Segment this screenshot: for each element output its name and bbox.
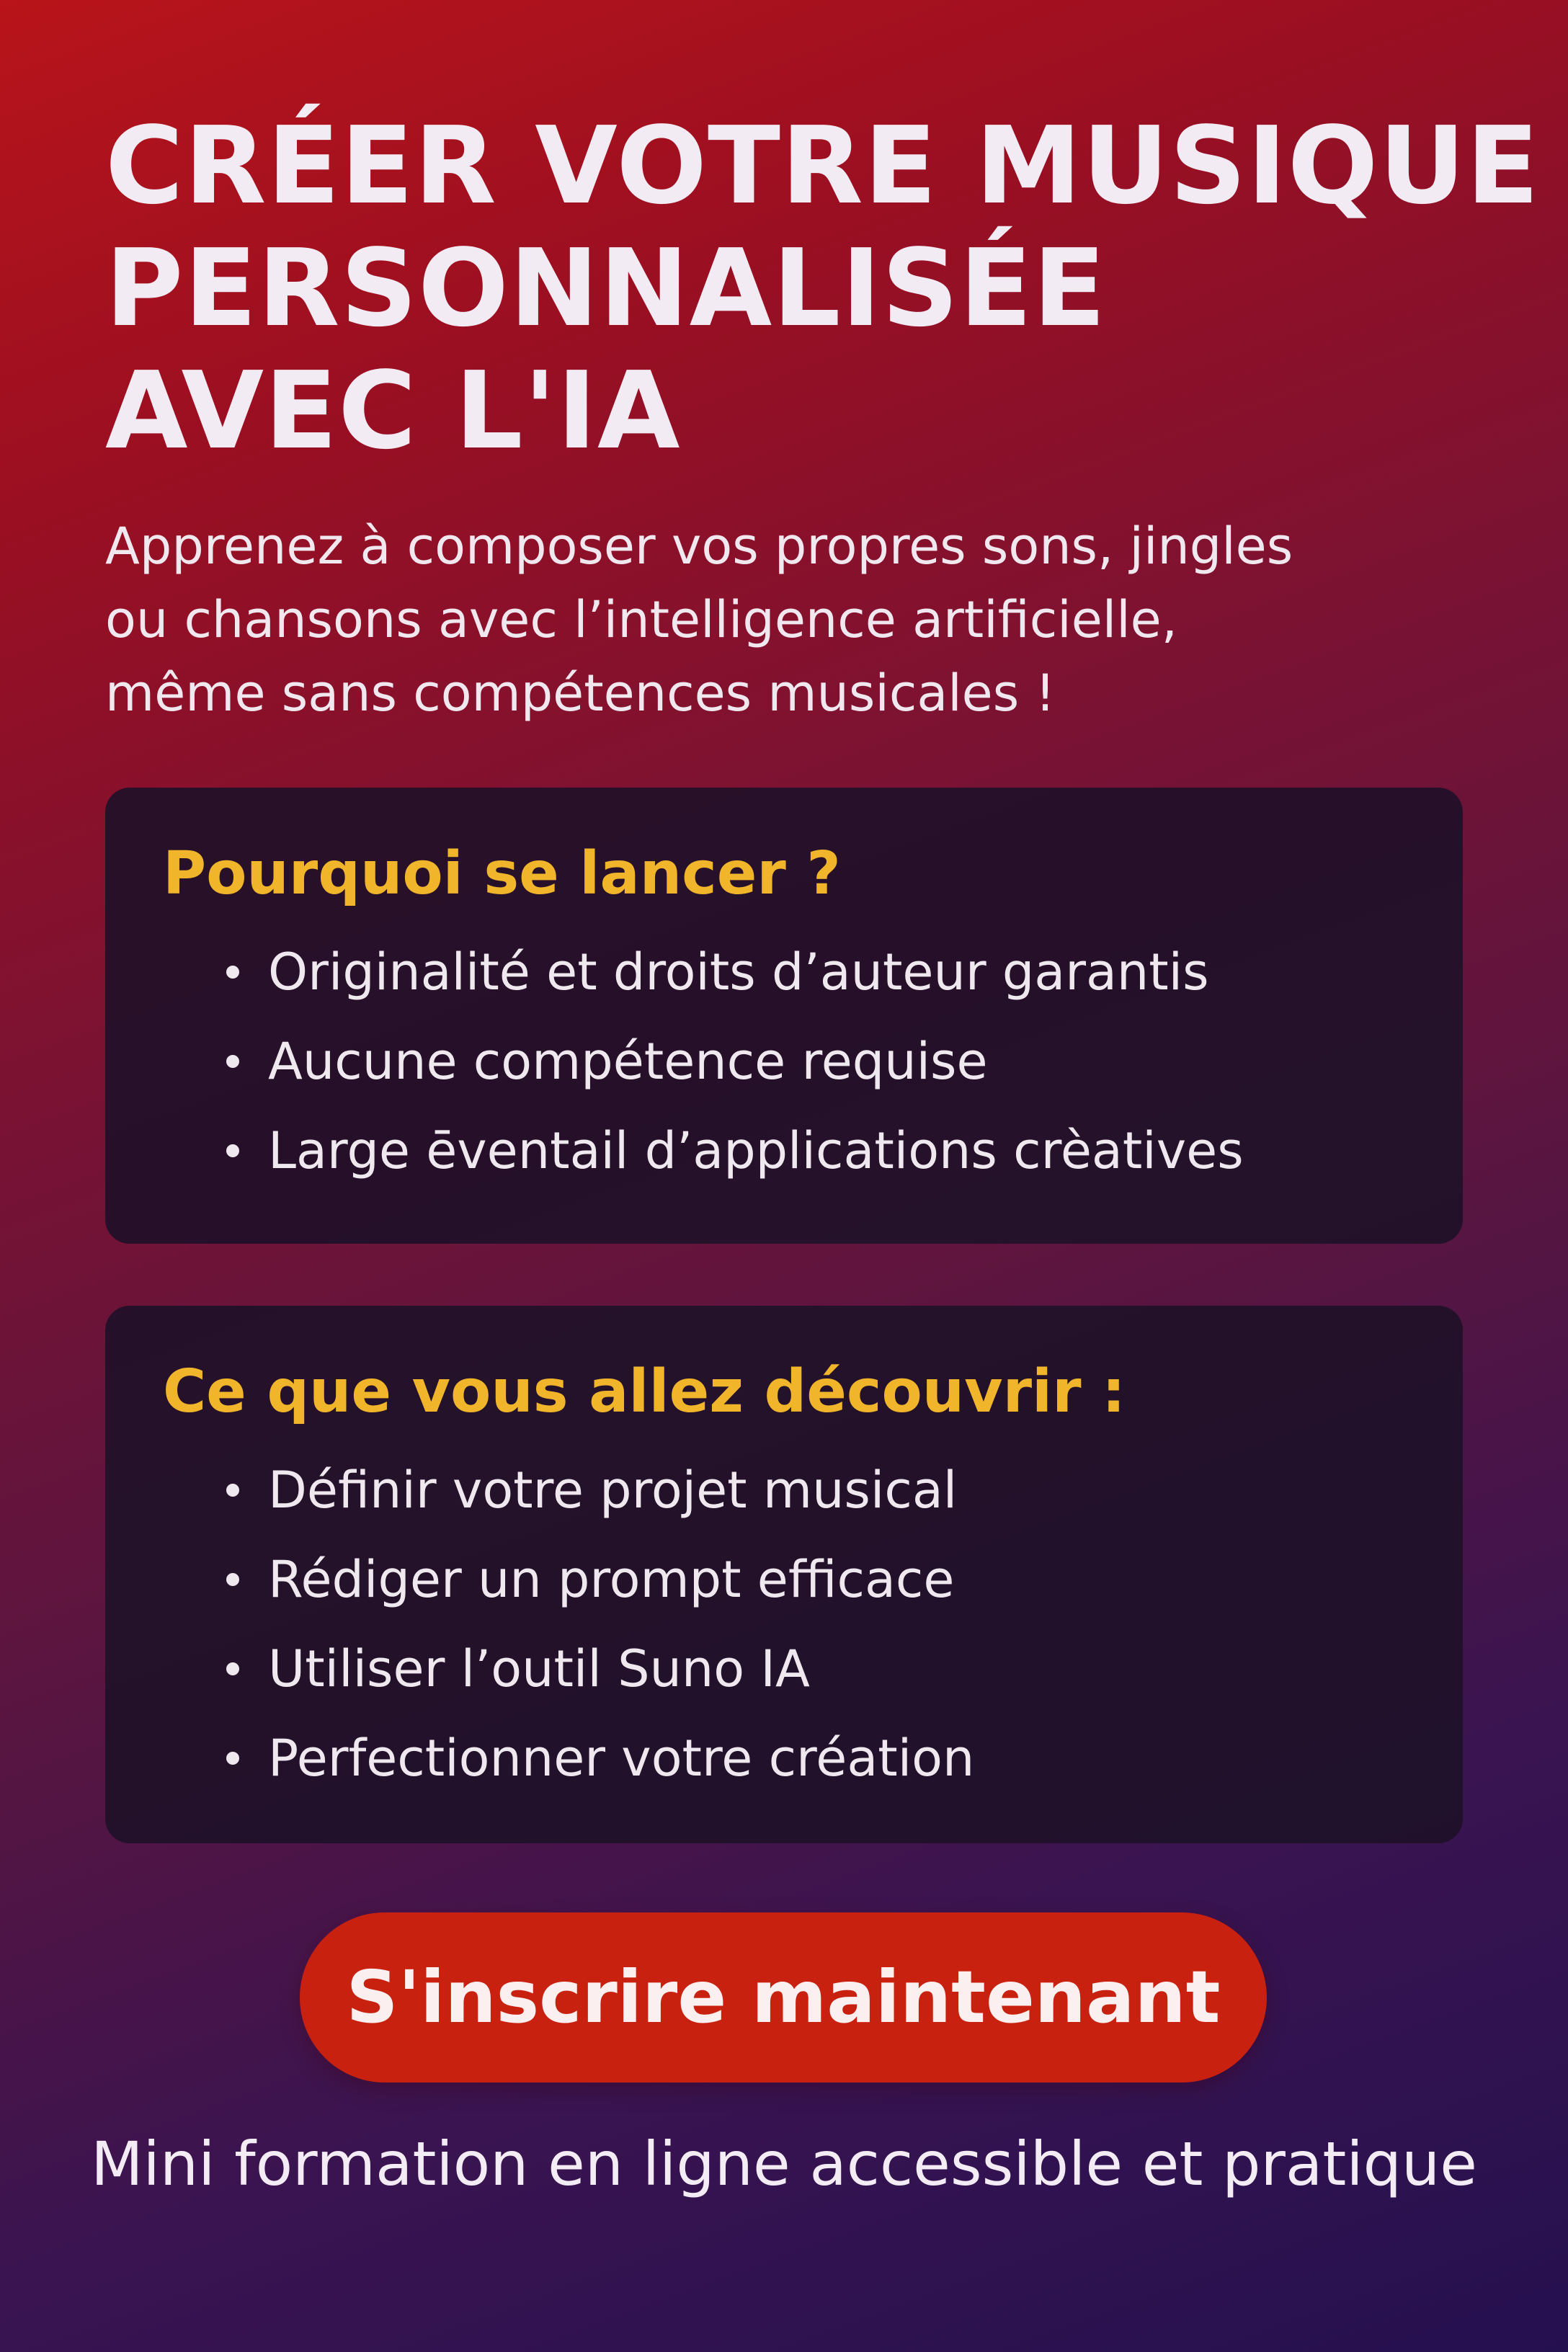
- learn-card: [105, 1306, 1463, 1843]
- subtitle-line-2: ou chansons avec l’intelligence artificielle,: [105, 590, 1177, 649]
- list-item-label: Originalité et droits d’auteur garantis: [268, 943, 1209, 1002]
- list-item-label: Large ēventail d’applications crèatives: [268, 1121, 1244, 1180]
- subtitle-line-3: même sans compétences musicales !: [105, 664, 1056, 723]
- bullet-icon: [226, 1573, 239, 1586]
- list-item-label: Rédiger un prompt efficace: [268, 1550, 955, 1609]
- list-item: [163, 1017, 1407, 1106]
- bullet-icon: [226, 1662, 239, 1675]
- page-title: [105, 104, 1540, 473]
- list-item: [163, 1446, 1407, 1535]
- list-item: [163, 1106, 1407, 1195]
- learn-card-heading: Ce que vous allez découvrir :: [163, 1358, 1126, 1426]
- list-item: [163, 927, 1407, 1017]
- list-item-label: Perfectionner votre création: [268, 1729, 975, 1788]
- title-line-2: PERSONNALISÉE: [105, 226, 1107, 350]
- subtitle-line-1: Apprenez à composer vos propres sons, jingles: [105, 517, 1293, 576]
- list-item: [163, 1714, 1407, 1803]
- bullet-icon: [226, 1752, 239, 1765]
- list-item-label: Définir votre projet musical: [268, 1461, 958, 1520]
- footer-text: Mini formation en ligne accessible et pratique: [91, 2129, 1477, 2199]
- bullet-icon: [226, 1144, 239, 1157]
- title-line-1: CRÉER VOTRE MUSIQUE: [105, 104, 1540, 228]
- bullet-icon: [226, 1055, 239, 1068]
- title-line-3: AVEC L'IA: [105, 349, 681, 473]
- list-item-label: Aucune compétence requise: [268, 1032, 988, 1091]
- why-card-heading: Pourquoi se lancer ?: [163, 839, 841, 908]
- list-item: [163, 1535, 1407, 1624]
- bullet-icon: [226, 966, 239, 979]
- list-item-label: Utiliser l’outil Suno IA: [268, 1639, 810, 1698]
- why-card: [105, 788, 1463, 1244]
- signup-button[interactable]: S'inscrire maintenant: [300, 1912, 1267, 2082]
- page-subtitle: [105, 509, 1417, 730]
- list-item: [163, 1624, 1407, 1714]
- why-list: [163, 927, 1407, 1195]
- learn-list: [163, 1446, 1407, 1803]
- bullet-icon: [226, 1484, 239, 1497]
